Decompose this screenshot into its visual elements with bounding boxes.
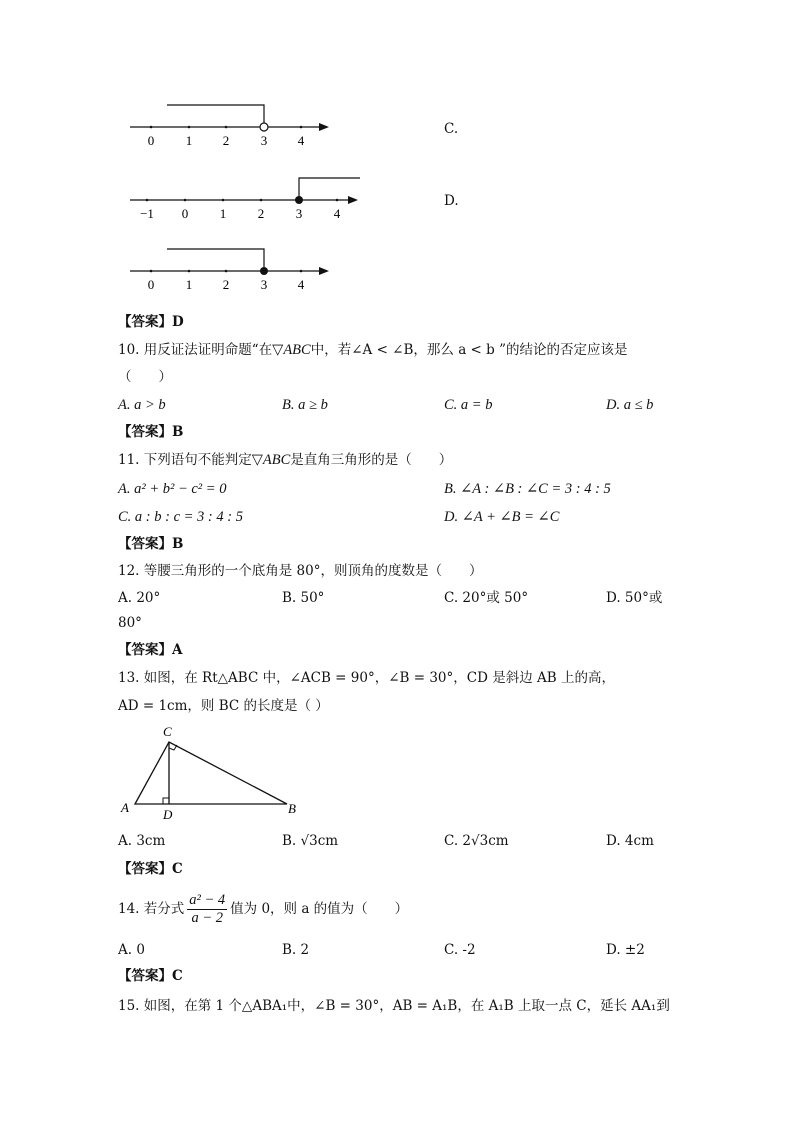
q11-option-c: C. a : b : c = 3 : 4 : 5 [118,509,243,525]
tick-label: 1 [185,133,193,148]
q14-option-c: C. -2 [444,942,476,958]
q10-option-c: C. a = b [444,397,493,413]
q13-option-b: B. √3cm [282,833,339,849]
tick-label: 0 [181,206,189,221]
vertex-label-c: C [163,724,172,739]
q10-option-b: B. a ≥ b [282,397,328,413]
question-12: 12. 等腰三角形的一个底角是 80°，则顶角的度数是（ ） [118,563,483,579]
question-14: 14. 若分式 $\frac{\text{a² − 4}}{a - 2}$ 值为 0，则 a 的值为（ ） [118,892,409,926]
tick-label: 3 [260,277,268,292]
answer-q13: 【答案】C [118,861,183,877]
answer-q12: 【答案】A [118,642,183,658]
question-15-line1: 15. 如图，在第 1 个△ABA₁中，∠B = 30°，AB = A₁B，在 A₁B 上取一点 C，延长 AA₁到 [118,998,670,1014]
q13-option-a: A. 3cm [118,833,166,849]
triangle-figure [115,720,315,825]
tick-label: 2 [222,133,230,148]
tick-label: 2 [222,277,230,292]
tick-label: 0 [147,277,155,292]
right-angle-icon [163,798,169,804]
answer-q10: 【答案】B [118,424,184,440]
q13-option-c: C. 2√3cm [444,833,509,849]
question-11: 11. 下列语句不能判定▽ABC是直角三角形的是（ ） [118,452,453,468]
q14-option-d: D. ±2 [606,942,645,958]
filled-point-icon [260,267,268,275]
tick-label: 3 [260,133,268,148]
tick-label: 3 [295,206,303,221]
question-13-line2: AD = 1cm，则 BC 的长度是（ ） [118,698,329,714]
numberline-c [125,95,345,155]
q12-option-d: D. 50°或 [606,590,663,606]
q12-option-a: A. 20° [118,590,161,606]
q11-option-b: B. ∠A : ∠B : ∠C = 3 : 4 : 5 [444,481,611,497]
tick-label: 0 [147,133,155,148]
option-label-c: C. [444,121,459,137]
q13-option-d: D. 4cm [606,833,654,849]
fraction: $\frac{\text{a² − 4}}{a - 2}$ [189,892,226,926]
q11-option-d: D. ∠A + ∠B = ∠C [444,509,560,525]
vertex-label-a: A [121,800,129,815]
vertex-label-b: B [288,801,296,816]
numberline-d [125,168,370,228]
tick-label: 1 [219,206,227,221]
tick-label: 4 [297,133,305,148]
q11-option-a: A. a² + b² − c² = 0 [118,481,227,497]
tick-label: 1 [185,277,193,292]
q14-option-a: A. 0 [118,942,145,958]
question-10: 10. 用反证法证明命题“在▽ABC中，若∠A < ∠B，那么 a < b ”的结论的否定应该是 [118,342,628,358]
q14-option-b: B. 2 [282,942,310,958]
answer-q9: 【答案】D [118,314,184,330]
answer-q11: 【答案】B [118,536,184,552]
q12-option-b: B. 50° [282,590,325,606]
q12-option-c: C. 20°或 50° [444,590,529,606]
question-10-paren: （ ） [118,369,172,385]
q10-option-d: D. a ≤ b [606,397,654,413]
option-label-d: D. [444,193,459,209]
open-point-icon [260,123,268,131]
vertex-label-d: D [163,807,173,822]
q12-option-d-wrap: 80° [118,615,142,631]
tick-label: −1 [140,206,154,221]
tick-label: 4 [333,206,341,221]
filled-point-icon [295,196,303,204]
question-13-line1: 13. 如图，在 Rt△ABC 中，∠ACB = 90°，∠B = 30°，CD 是斜边 AB 上的高， [118,670,615,686]
q10-option-a: A. a > b [118,397,166,413]
tick-label: 2 [257,206,265,221]
tick-label: 4 [297,277,305,292]
answer-q14: 【答案】C [118,968,183,984]
numberline-e [125,239,345,299]
